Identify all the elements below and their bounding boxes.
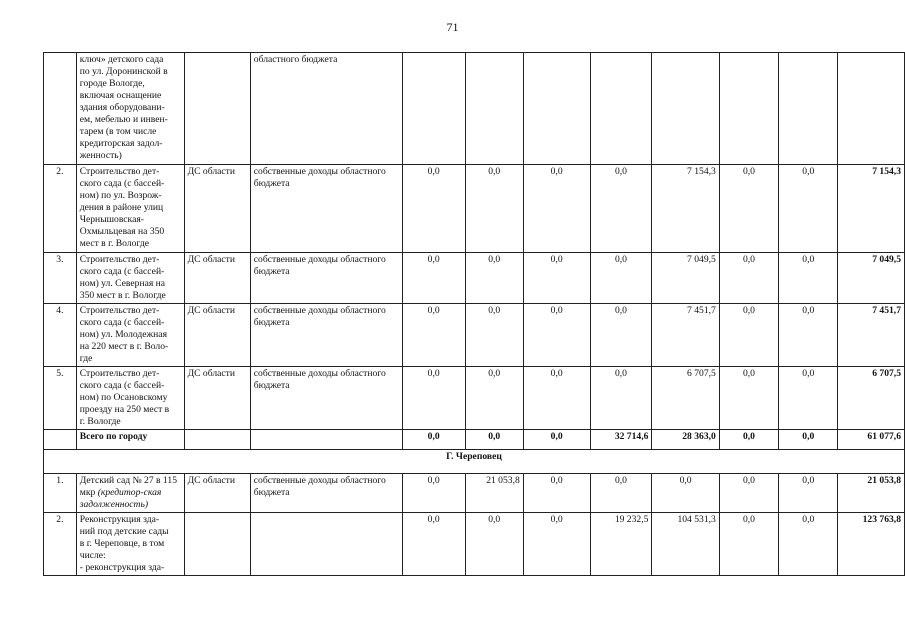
object-name-line: ний под детские сады	[79, 526, 169, 537]
object-name-line: ского сада (с бассей-	[79, 317, 165, 328]
table-row	[44, 513, 905, 576]
value-cell: 0,0	[402, 304, 465, 367]
value-cell: 0,0	[779, 430, 838, 450]
value-cell	[838, 53, 905, 165]
object-name-text: Детский сад № 27 в 115 мкр	[79, 475, 178, 498]
customer-cell: ДС области	[184, 304, 250, 367]
value-cell: 0,0	[465, 304, 523, 367]
object-name	[76, 53, 184, 165]
object-name-note: (кредитор-ская задолженность)	[79, 487, 162, 510]
value-cell: 0,0	[465, 513, 523, 576]
value-cell: 0,0	[779, 253, 838, 304]
object-name-line: Строительство дет-	[79, 166, 160, 177]
value-cell: 0,0	[719, 430, 778, 450]
object-name-line: дения в районе улиц	[79, 202, 164, 213]
object-name-line: Чернышовская-	[79, 214, 144, 225]
value-cell: 0,0	[465, 165, 523, 253]
value-cell: 0,0	[523, 165, 590, 253]
value-cell: 0,0	[590, 474, 652, 513]
value-cell: 0,0	[590, 165, 652, 253]
object-name-line: ского сада (с бассей-	[79, 380, 165, 391]
customer-cell: ДС области	[184, 474, 250, 513]
value-cell: 0,0	[719, 367, 778, 430]
row-index: 2.	[44, 513, 77, 576]
object-name	[76, 513, 184, 576]
value-cell: 0,0	[590, 253, 652, 304]
page-number: 71	[446, 20, 459, 34]
total-value-cell: 7 049,5	[838, 253, 905, 304]
object-name-line: в г. Череповце, в том	[79, 538, 165, 549]
total-value-cell: 21 053,8	[838, 474, 905, 513]
total-label: Всего по городу	[76, 430, 184, 450]
object-name-line: ном) по Осановскому	[79, 392, 168, 403]
row-index	[44, 430, 77, 450]
value-cell: 104 531,3	[652, 513, 719, 576]
budget-table	[43, 52, 905, 576]
object-name-line: проезду на 250 мест в	[79, 404, 170, 415]
total-value-cell: 123 763,8	[838, 513, 905, 576]
value-cell	[523, 53, 590, 165]
value-cell: 0,0	[523, 367, 590, 430]
funding-source: собственные доходы областного бюджета	[250, 474, 402, 513]
object-name-line: ключ» детского сада	[79, 54, 164, 65]
object-name	[76, 165, 184, 253]
object-name-line: тарем (в том числе	[79, 126, 157, 137]
customer-cell	[184, 513, 250, 576]
object-name-line: Строительство дет-	[79, 254, 160, 265]
value-cell: 0,0	[465, 367, 523, 430]
value-cell	[779, 53, 838, 165]
value-cell: 0,0	[719, 165, 778, 253]
funding-source: собственные доходы областного бюджета	[250, 165, 402, 253]
value-cell: 0,0	[402, 513, 465, 576]
value-cell: 7 154,3	[652, 165, 719, 253]
row-index	[44, 53, 77, 165]
value-cell: 0,0	[523, 430, 590, 450]
customer-cell	[184, 430, 250, 450]
object-name-line: женность)	[79, 150, 122, 161]
value-cell: 0,0	[719, 304, 778, 367]
funding-source: собственные доходы областного бюджета	[250, 304, 402, 367]
funding-source: собственные доходы областного бюджета	[250, 367, 402, 430]
value-cell: 0,0	[719, 253, 778, 304]
object-name-line: где	[79, 353, 93, 364]
total-row	[44, 430, 905, 450]
object-name	[76, 474, 184, 513]
value-cell: 0,0	[523, 474, 590, 513]
object-name-line: Строительство дет-	[79, 368, 160, 379]
value-cell: 0,0	[719, 513, 778, 576]
object-name-line: ского сада (с бассей-	[79, 266, 165, 277]
value-cell: 21 053,8	[465, 474, 523, 513]
customer-cell: ДС области	[184, 367, 250, 430]
value-cell: 0,0	[779, 474, 838, 513]
section-title: Г. Череповец	[44, 450, 905, 474]
row-index: 5.	[44, 367, 77, 430]
object-name-line: мест в г. Вологде	[79, 238, 150, 249]
value-cell	[719, 53, 778, 165]
section-row	[44, 450, 905, 474]
value-cell	[402, 53, 465, 165]
value-cell: 0,0	[523, 253, 590, 304]
value-cell: 0,0	[402, 367, 465, 430]
value-cell	[652, 53, 719, 165]
value-cell	[590, 53, 652, 165]
object-name-line: ем, мебелью и инвен-	[79, 114, 168, 125]
object-name-line: городе Вологде,	[79, 78, 145, 89]
value-cell: 7 451,7	[652, 304, 719, 367]
customer-cell: ДС области	[184, 253, 250, 304]
table-row	[44, 304, 905, 367]
object-name-line: 350 мест в г. Вологде	[79, 290, 166, 301]
table-row	[44, 253, 905, 304]
object-name-line: по ул. Доронинской в	[79, 66, 168, 77]
funding-source	[250, 430, 402, 450]
object-name-line: числе:	[79, 550, 106, 561]
value-cell: 0,0	[523, 304, 590, 367]
funding-source	[250, 513, 402, 576]
value-cell: 0,0	[465, 430, 523, 450]
value-cell	[465, 53, 523, 165]
object-name-line: на 220 мест в г. Воло-	[79, 341, 169, 352]
funding-source: областного бюджета	[250, 53, 402, 165]
value-cell: 0,0	[779, 165, 838, 253]
row-index: 1.	[44, 474, 77, 513]
object-name	[76, 304, 184, 367]
table-row	[44, 53, 905, 165]
value-cell: 32 714,6	[590, 430, 652, 450]
customer-cell	[184, 53, 250, 165]
object-name-line: ном) ул. Молодежная	[79, 329, 167, 340]
object-name-line: ского сада (с бассей-	[79, 178, 165, 189]
value-cell: 0,0	[465, 253, 523, 304]
value-cell: 0,0	[719, 474, 778, 513]
value-cell: 28 363,0	[652, 430, 719, 450]
object-name-line: ном) ул. Северная на	[79, 278, 166, 289]
value-cell: 7 049,5	[652, 253, 719, 304]
funding-source: собственные доходы областного бюджета	[250, 253, 402, 304]
value-cell: 0,0	[590, 304, 652, 367]
object-name-line: включая оснащение	[79, 90, 162, 101]
table-row	[44, 474, 905, 513]
object-name-line: кредиторская задол-	[79, 138, 163, 149]
value-cell: 0,0	[402, 474, 465, 513]
value-cell: 19 232,5	[590, 513, 652, 576]
row-index: 4.	[44, 304, 77, 367]
value-cell: 0,0	[402, 165, 465, 253]
total-value-cell: 7 451,7	[838, 304, 905, 367]
table-row	[44, 367, 905, 430]
object-name	[76, 367, 184, 430]
value-cell: 0,0	[779, 513, 838, 576]
total-value-cell: 6 707,5	[838, 367, 905, 430]
object-name-line: Охмыльцевая на 350	[79, 226, 165, 237]
object-name-line: ном) по ул. Возрож-	[79, 190, 162, 201]
customer-cell: ДС области	[184, 165, 250, 253]
total-value-cell: 61 077,6	[838, 430, 905, 450]
total-value-cell: 7 154,3	[838, 165, 905, 253]
object-name-line: здания оборудовани-	[79, 102, 165, 113]
value-cell: 0,0	[523, 513, 590, 576]
value-cell: 6 707,5	[652, 367, 719, 430]
row-index: 3.	[44, 253, 77, 304]
row-index: 2.	[44, 165, 77, 253]
object-name-line: г. Вологде	[79, 416, 121, 427]
value-cell: 0,0	[779, 367, 838, 430]
object-name-line: Реконструкция зда-	[79, 514, 160, 525]
table-row	[44, 165, 905, 253]
object-name	[76, 253, 184, 304]
object-name-line: Строительство дет-	[79, 305, 160, 316]
object-name-line: - реконструкция зда-	[79, 562, 165, 573]
value-cell: 0,0	[652, 474, 719, 513]
value-cell: 0,0	[590, 367, 652, 430]
value-cell: 0,0	[402, 253, 465, 304]
value-cell: 0,0	[402, 430, 465, 450]
value-cell: 0,0	[779, 304, 838, 367]
